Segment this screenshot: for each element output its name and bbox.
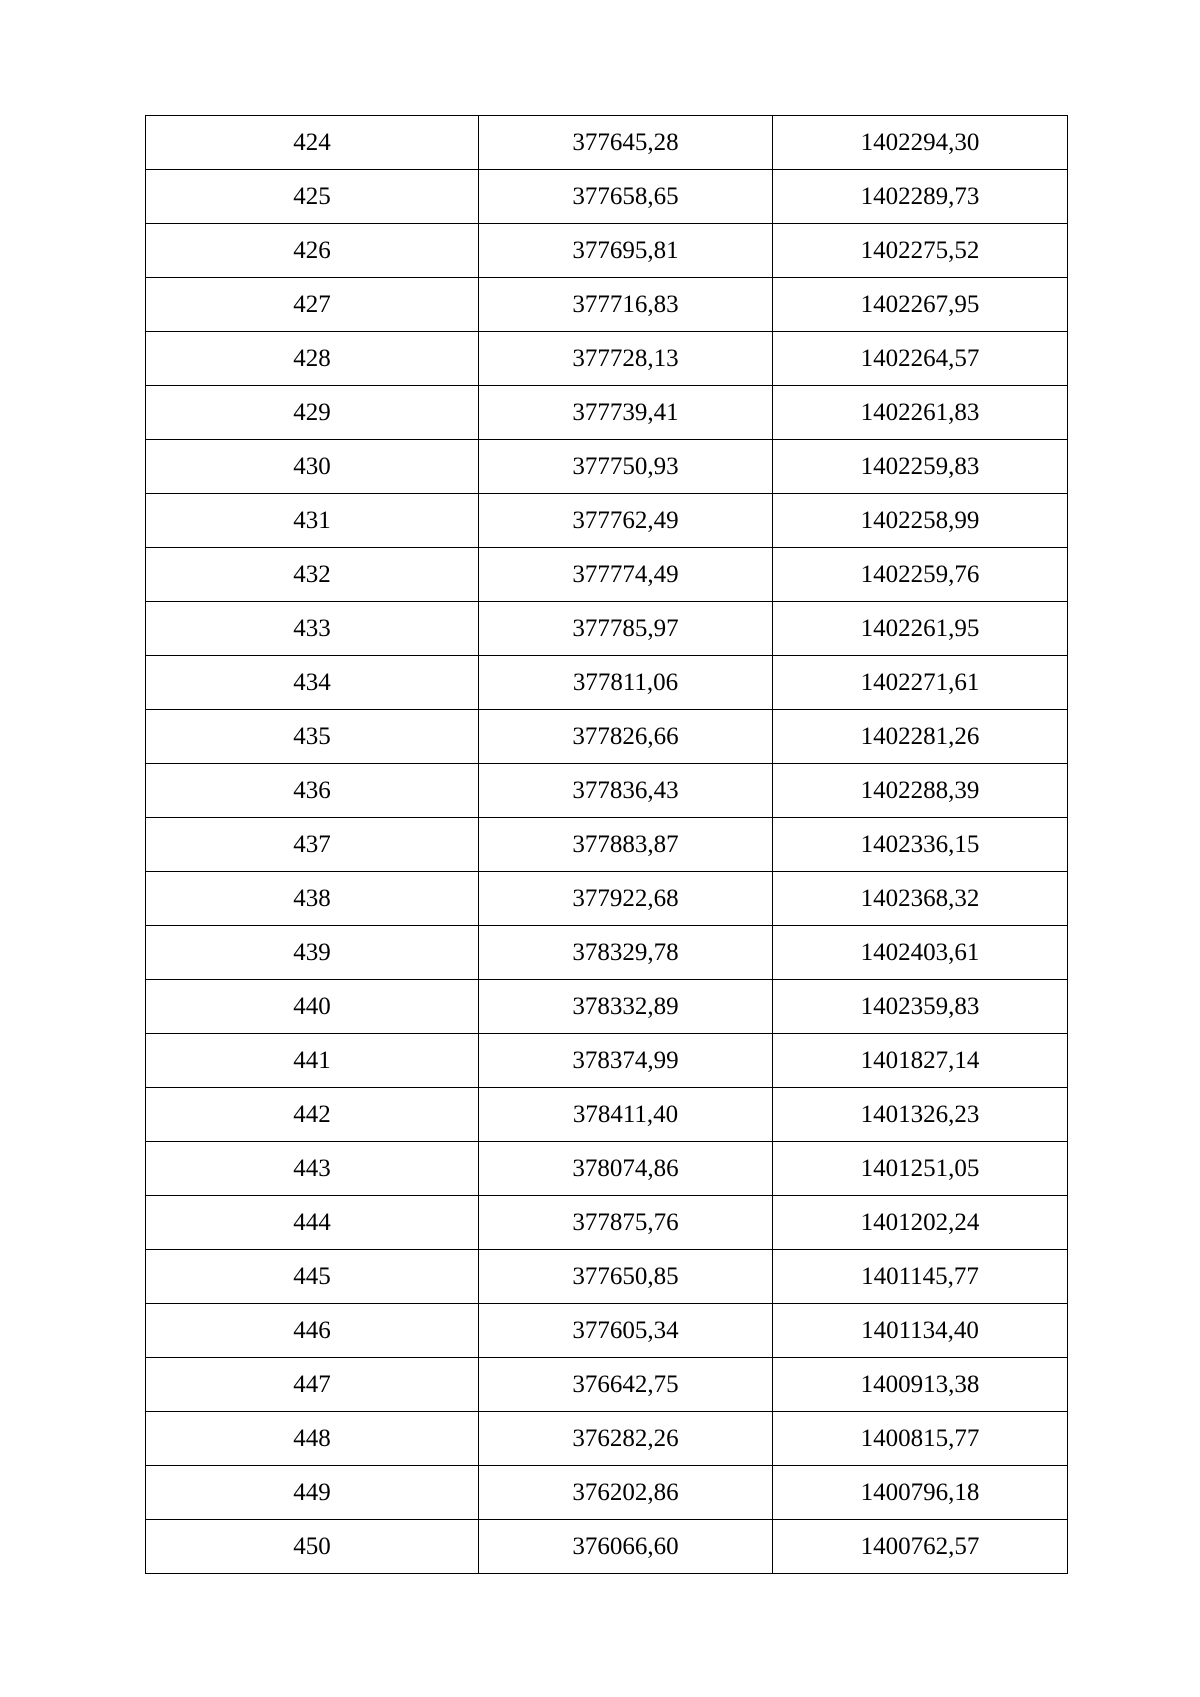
coordinates-table-body bbox=[146, 116, 1068, 1574]
point-number-cell: 437 bbox=[146, 818, 479, 872]
y-coordinate-cell: 1402267,95 bbox=[773, 278, 1068, 332]
table-row bbox=[146, 224, 1068, 278]
y-coordinate-cell: 1401827,14 bbox=[773, 1034, 1068, 1088]
point-number-cell: 441 bbox=[146, 1034, 479, 1088]
x-coordinate-cell: 376202,86 bbox=[479, 1466, 773, 1520]
y-coordinate-cell: 1402275,52 bbox=[773, 224, 1068, 278]
y-coordinate-cell: 1401251,05 bbox=[773, 1142, 1068, 1196]
point-number-cell: 430 bbox=[146, 440, 479, 494]
y-coordinate-cell: 1402336,15 bbox=[773, 818, 1068, 872]
x-coordinate-cell: 377836,43 bbox=[479, 764, 773, 818]
point-number-cell: 447 bbox=[146, 1358, 479, 1412]
table-row bbox=[146, 1196, 1068, 1250]
point-number-cell: 436 bbox=[146, 764, 479, 818]
table-row bbox=[146, 764, 1068, 818]
x-coordinate-cell: 377658,65 bbox=[479, 170, 773, 224]
table-row bbox=[146, 1088, 1068, 1142]
y-coordinate-cell: 1402259,76 bbox=[773, 548, 1068, 602]
table-row bbox=[146, 278, 1068, 332]
point-number-cell: 449 bbox=[146, 1466, 479, 1520]
table-row bbox=[146, 1358, 1068, 1412]
x-coordinate-cell: 377650,85 bbox=[479, 1250, 773, 1304]
y-coordinate-cell: 1401326,23 bbox=[773, 1088, 1068, 1142]
point-number-cell: 426 bbox=[146, 224, 479, 278]
table-row bbox=[146, 980, 1068, 1034]
table-row bbox=[146, 1466, 1068, 1520]
y-coordinate-cell: 1401134,40 bbox=[773, 1304, 1068, 1358]
y-coordinate-cell: 1402289,73 bbox=[773, 170, 1068, 224]
y-coordinate-cell: 1402368,32 bbox=[773, 872, 1068, 926]
y-coordinate-cell: 1402258,99 bbox=[773, 494, 1068, 548]
table-row bbox=[146, 926, 1068, 980]
point-number-cell: 438 bbox=[146, 872, 479, 926]
table-row bbox=[146, 1304, 1068, 1358]
table-row bbox=[146, 818, 1068, 872]
point-number-cell: 448 bbox=[146, 1412, 479, 1466]
point-number-cell: 433 bbox=[146, 602, 479, 656]
table-row bbox=[146, 1520, 1068, 1574]
x-coordinate-cell: 377739,41 bbox=[479, 386, 773, 440]
y-coordinate-cell: 1402281,26 bbox=[773, 710, 1068, 764]
y-coordinate-cell: 1402294,30 bbox=[773, 116, 1068, 170]
table-row bbox=[146, 1034, 1068, 1088]
table-row bbox=[146, 440, 1068, 494]
table-row bbox=[146, 1250, 1068, 1304]
y-coordinate-cell: 1400913,38 bbox=[773, 1358, 1068, 1412]
x-coordinate-cell: 377826,66 bbox=[479, 710, 773, 764]
y-coordinate-cell: 1402271,61 bbox=[773, 656, 1068, 710]
table-row bbox=[146, 710, 1068, 764]
x-coordinate-cell: 377922,68 bbox=[479, 872, 773, 926]
point-number-cell: 425 bbox=[146, 170, 479, 224]
y-coordinate-cell: 1402261,95 bbox=[773, 602, 1068, 656]
x-coordinate-cell: 377811,06 bbox=[479, 656, 773, 710]
point-number-cell: 427 bbox=[146, 278, 479, 332]
x-coordinate-cell: 377883,87 bbox=[479, 818, 773, 872]
x-coordinate-cell: 377728,13 bbox=[479, 332, 773, 386]
x-coordinate-cell: 378329,78 bbox=[479, 926, 773, 980]
x-coordinate-cell: 377762,49 bbox=[479, 494, 773, 548]
table-row bbox=[146, 386, 1068, 440]
x-coordinate-cell: 378374,99 bbox=[479, 1034, 773, 1088]
point-number-cell: 432 bbox=[146, 548, 479, 602]
x-coordinate-cell: 377750,93 bbox=[479, 440, 773, 494]
x-coordinate-cell: 378332,89 bbox=[479, 980, 773, 1034]
y-coordinate-cell: 1402403,61 bbox=[773, 926, 1068, 980]
x-coordinate-cell: 377774,49 bbox=[479, 548, 773, 602]
point-number-cell: 440 bbox=[146, 980, 479, 1034]
x-coordinate-cell: 377695,81 bbox=[479, 224, 773, 278]
table-row bbox=[146, 116, 1068, 170]
y-coordinate-cell: 1401202,24 bbox=[773, 1196, 1068, 1250]
point-number-cell: 429 bbox=[146, 386, 479, 440]
y-coordinate-cell: 1402259,83 bbox=[773, 440, 1068, 494]
x-coordinate-cell: 377785,97 bbox=[479, 602, 773, 656]
y-coordinate-cell: 1402264,57 bbox=[773, 332, 1068, 386]
point-number-cell: 444 bbox=[146, 1196, 479, 1250]
y-coordinate-cell: 1400796,18 bbox=[773, 1466, 1068, 1520]
table-row bbox=[146, 602, 1068, 656]
y-coordinate-cell: 1400762,57 bbox=[773, 1520, 1068, 1574]
x-coordinate-cell: 378411,40 bbox=[479, 1088, 773, 1142]
point-number-cell: 434 bbox=[146, 656, 479, 710]
table-row bbox=[146, 872, 1068, 926]
coordinates-table bbox=[145, 115, 1068, 1574]
x-coordinate-cell: 377605,34 bbox=[479, 1304, 773, 1358]
point-number-cell: 435 bbox=[146, 710, 479, 764]
table-row bbox=[146, 656, 1068, 710]
x-coordinate-cell: 376282,26 bbox=[479, 1412, 773, 1466]
point-number-cell: 439 bbox=[146, 926, 479, 980]
y-coordinate-cell: 1402359,83 bbox=[773, 980, 1068, 1034]
point-number-cell: 424 bbox=[146, 116, 479, 170]
y-coordinate-cell: 1401145,77 bbox=[773, 1250, 1068, 1304]
point-number-cell: 431 bbox=[146, 494, 479, 548]
y-coordinate-cell: 1400815,77 bbox=[773, 1412, 1068, 1466]
table-row bbox=[146, 1142, 1068, 1196]
y-coordinate-cell: 1402288,39 bbox=[773, 764, 1068, 818]
table-row bbox=[146, 494, 1068, 548]
x-coordinate-cell: 376642,75 bbox=[479, 1358, 773, 1412]
point-number-cell: 428 bbox=[146, 332, 479, 386]
table-row bbox=[146, 1412, 1068, 1466]
table-row bbox=[146, 332, 1068, 386]
point-number-cell: 446 bbox=[146, 1304, 479, 1358]
x-coordinate-cell: 378074,86 bbox=[479, 1142, 773, 1196]
x-coordinate-cell: 377645,28 bbox=[479, 116, 773, 170]
y-coordinate-cell: 1402261,83 bbox=[773, 386, 1068, 440]
x-coordinate-cell: 377875,76 bbox=[479, 1196, 773, 1250]
point-number-cell: 445 bbox=[146, 1250, 479, 1304]
point-number-cell: 442 bbox=[146, 1088, 479, 1142]
table-row bbox=[146, 548, 1068, 602]
point-number-cell: 450 bbox=[146, 1520, 479, 1574]
point-number-cell: 443 bbox=[146, 1142, 479, 1196]
table-row bbox=[146, 170, 1068, 224]
x-coordinate-cell: 377716,83 bbox=[479, 278, 773, 332]
x-coordinate-cell: 376066,60 bbox=[479, 1520, 773, 1574]
